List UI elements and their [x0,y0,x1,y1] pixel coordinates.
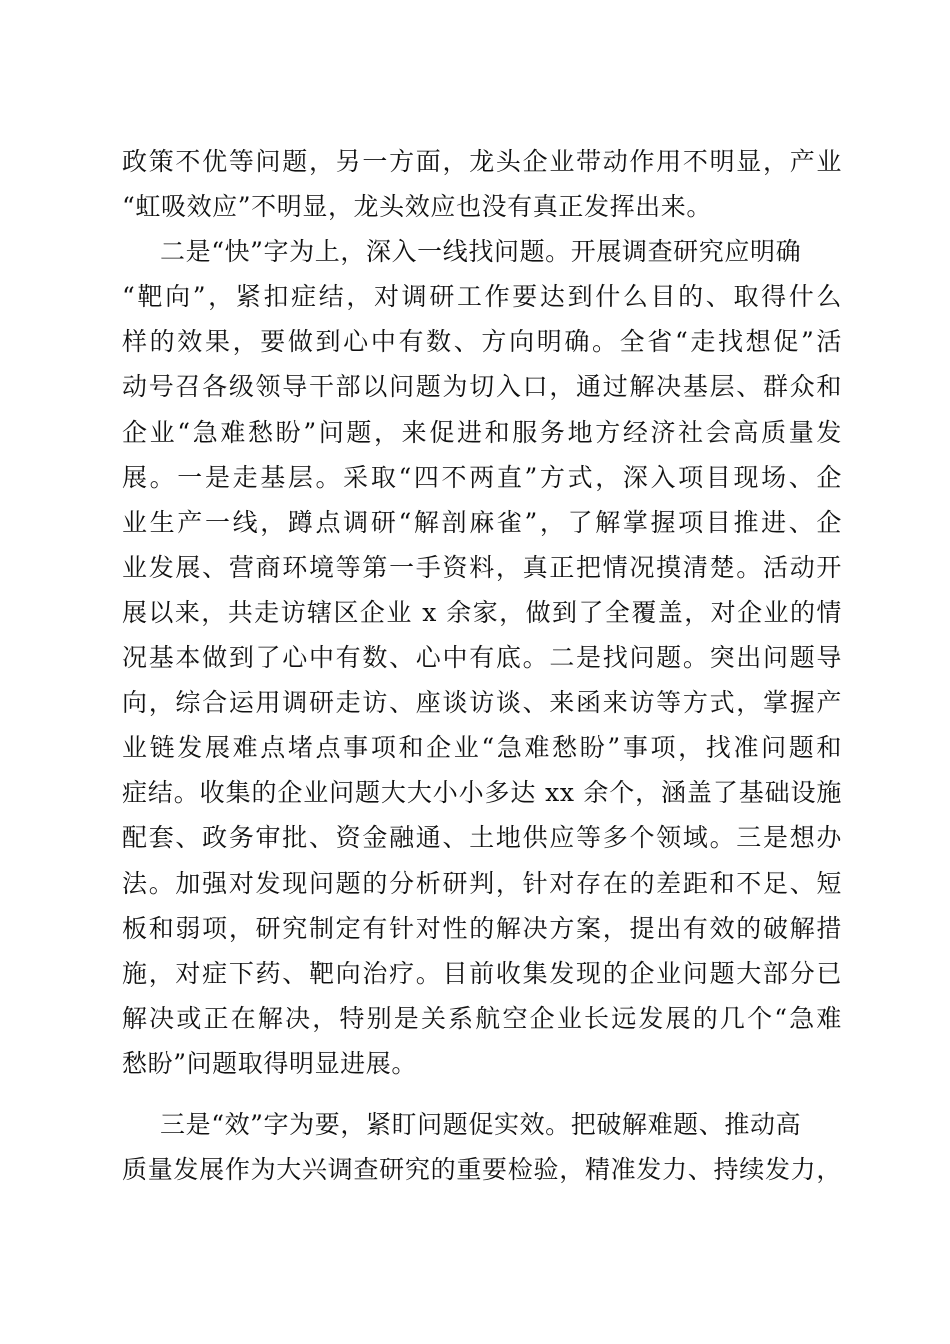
paragraph-1 [122,139,842,229]
text-line: 向，综合运用调研走访、座谈访谈、来函来访等方式，掌握产 [122,688,842,718]
text-line: “靶向”，紧扣症结，对调研工作要达到什么目的、取得什么 [122,282,842,312]
text-line: 解决或正在解决，特别是关系航空企业长远发展的几个“急难 [122,1003,842,1033]
text-line: 业生产一线，蹲点调研“解剖麻雀”，了解掌握项目推进、企 [122,507,842,537]
text-line: 施，对症下药、靶向治疗。目前收集发现的企业问题大部分已 [122,958,842,988]
text-line: 企业“急难愁盼”问题，来促进和服务地方经济社会高质量发 [122,417,842,447]
text-line: 板和弱项，研究制定有针对性的解决方案，提出有效的破解措 [122,913,842,943]
text-line: 政策不优等问题，另一方面，龙头企业带动作用不明显，产业 [122,147,842,176]
text-line: 配套、政务审批、资金融通、土地供应等多个领域。三是想办 [122,823,842,853]
text-line: 展以来，共走访辖区企业 x 余家，做到了全覆盖，对企业的情 [122,597,842,627]
text-line: 愁盼”问题取得明显进展。 [122,1048,417,1078]
text-line: 业发展、营商环境等第一手资料，真正把情况摸清楚。活动开 [122,552,842,582]
text-line: 三是“效”字为要，紧盯问题促实效。把破解难题、推动高 [160,1109,802,1139]
text-line: 法。加强对发现问题的分析研判，针对存在的差距和不足、短 [122,868,842,898]
text-line: 质量发展作为大兴调查研究的重要检验，精准发力、持续发力， [122,1155,842,1185]
text-line: 况基本做到了心中有数、心中有底。二是找问题。突出问题导 [122,643,842,673]
text-line: 业链发展难点堵点事项和企业“急难愁盼”事项，找准问题和 [122,733,842,763]
text-line: “虹吸效应”不明显，龙头效应也没有真正发挥出来。 [122,192,712,222]
text-line: 样的效果，要做到心中有数、方向明确。全省“走找想促”活 [122,327,842,357]
paragraph-3 [122,1102,842,1192]
document-body [122,139,842,1192]
text-line: 二是“快”字为上，深入一线找问题。开展调查研究应明确 [160,237,802,267]
text-line: 症结。收集的企业问题大大小小多达 xx 余个，涵盖了基础设施 [122,778,842,808]
text-line: 展。一是走基层。采取“四不两直”方式，深入项目现场、企 [122,462,842,492]
paragraph-2 [122,229,842,1086]
paragraph-gap [122,1086,842,1102]
text-line: 动号召各级领导干部以问题为切入口，通过解决基层、群众和 [122,372,842,402]
